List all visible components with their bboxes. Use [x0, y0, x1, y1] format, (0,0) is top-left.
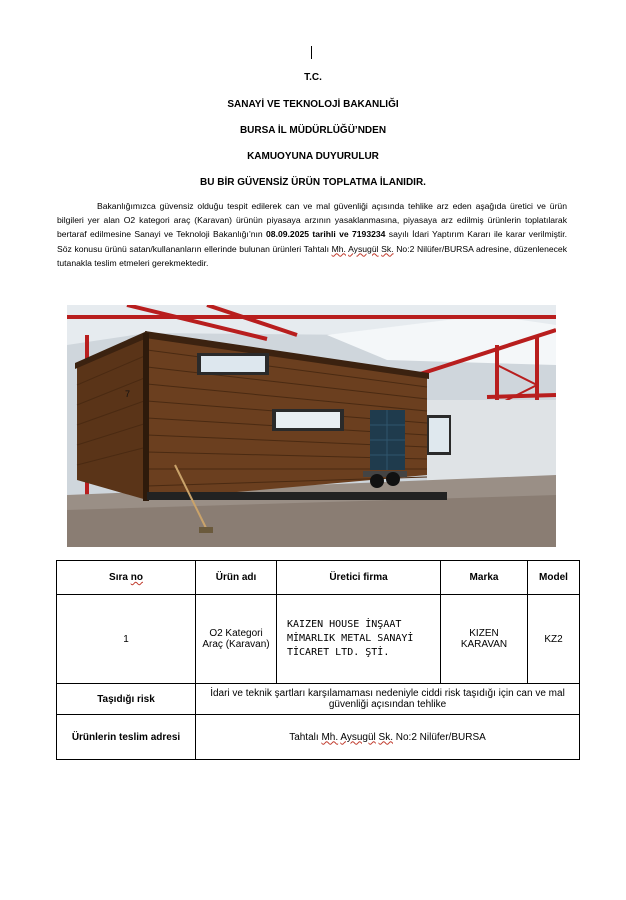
cell-sira: 1	[57, 595, 196, 684]
cell-address-label: Ürünlerin teslim adresi	[57, 715, 196, 760]
cell-uretici: KAIZEN HOUSE İNŞAAT MİMARLIK METAL SANAYİ TİCARET LTD. ŞTİ.	[277, 595, 441, 684]
header-recall-notice: BU BİR GÜVENSİZ ÜRÜN TOPLATMA İLANIDIR.	[200, 177, 426, 188]
cell-model: KZ2	[528, 595, 580, 684]
col-header-urun: Ürün adı	[196, 561, 277, 595]
col-header-model: Model	[528, 561, 580, 595]
col-header-sira: Sıra no	[57, 561, 196, 595]
table-row	[57, 715, 580, 760]
col-header-marka: Marka	[441, 561, 528, 595]
header-ministry: SANAYİ VE TEKNOLOJİ BAKANLIĞI	[227, 99, 399, 110]
header-tc: T.C.	[304, 72, 322, 83]
cell-marka: KIZEN KARAVAN	[441, 595, 528, 684]
table-row	[57, 595, 580, 684]
product-table	[56, 560, 580, 760]
cell-risk-value: İdari ve teknik şartları karşılamaması nedeniyle ciddi risk taşıdığı için can ve mal güvenliği açısından tehlike	[196, 684, 580, 715]
svg-text:7: 7	[125, 389, 131, 399]
text-cursor	[311, 46, 312, 59]
col-header-uretici: Üretici firma	[277, 561, 441, 595]
announcement-paragraph: Bakanlığımızca güvensiz olduğu tespit edilerek can ve mal güvenliği açısında tehlike arz eden aşağıda üretici ve ürün bilgileri yer alan O2 kategori araç (Karavan) ürünün piyasaya arzının yasaklanmasına, piyasaya arz edilmiş ürünlerin toplatılarak bertaraf edilmesine Sanayi ve Teknoloji Bakanlığı’nın 08.09.2025 tarihli ve 7193234 sayılı İdari Yaptırım Kararı ile karar verilmiştir. Söz konusu ürünü satan/kullananların ellerinde bulunan ürünleri Tahtalı Mh. Aysugül Sk. No:2 Nilüfer/BURSA adresine, düzenlenecek tutanakla teslim etmeleri gerekmektedir.	[57, 201, 568, 268]
caravan-photo	[67, 305, 556, 547]
cell-urun: O2 Kategori Araç (Karavan)	[196, 595, 277, 684]
header-announcement: KAMUOYUNA DUYURULUR	[247, 151, 379, 162]
cell-address-value: Tahtalı Mh. Aysugül Sk. No:2 Nilüfer/BURSA	[196, 715, 580, 760]
header-directorate: BURSA İL MÜDÜRLÜĞÜ’NDEN	[239, 125, 387, 136]
table-row	[57, 684, 580, 715]
cell-risk-label: Taşıdığı risk	[57, 684, 196, 715]
